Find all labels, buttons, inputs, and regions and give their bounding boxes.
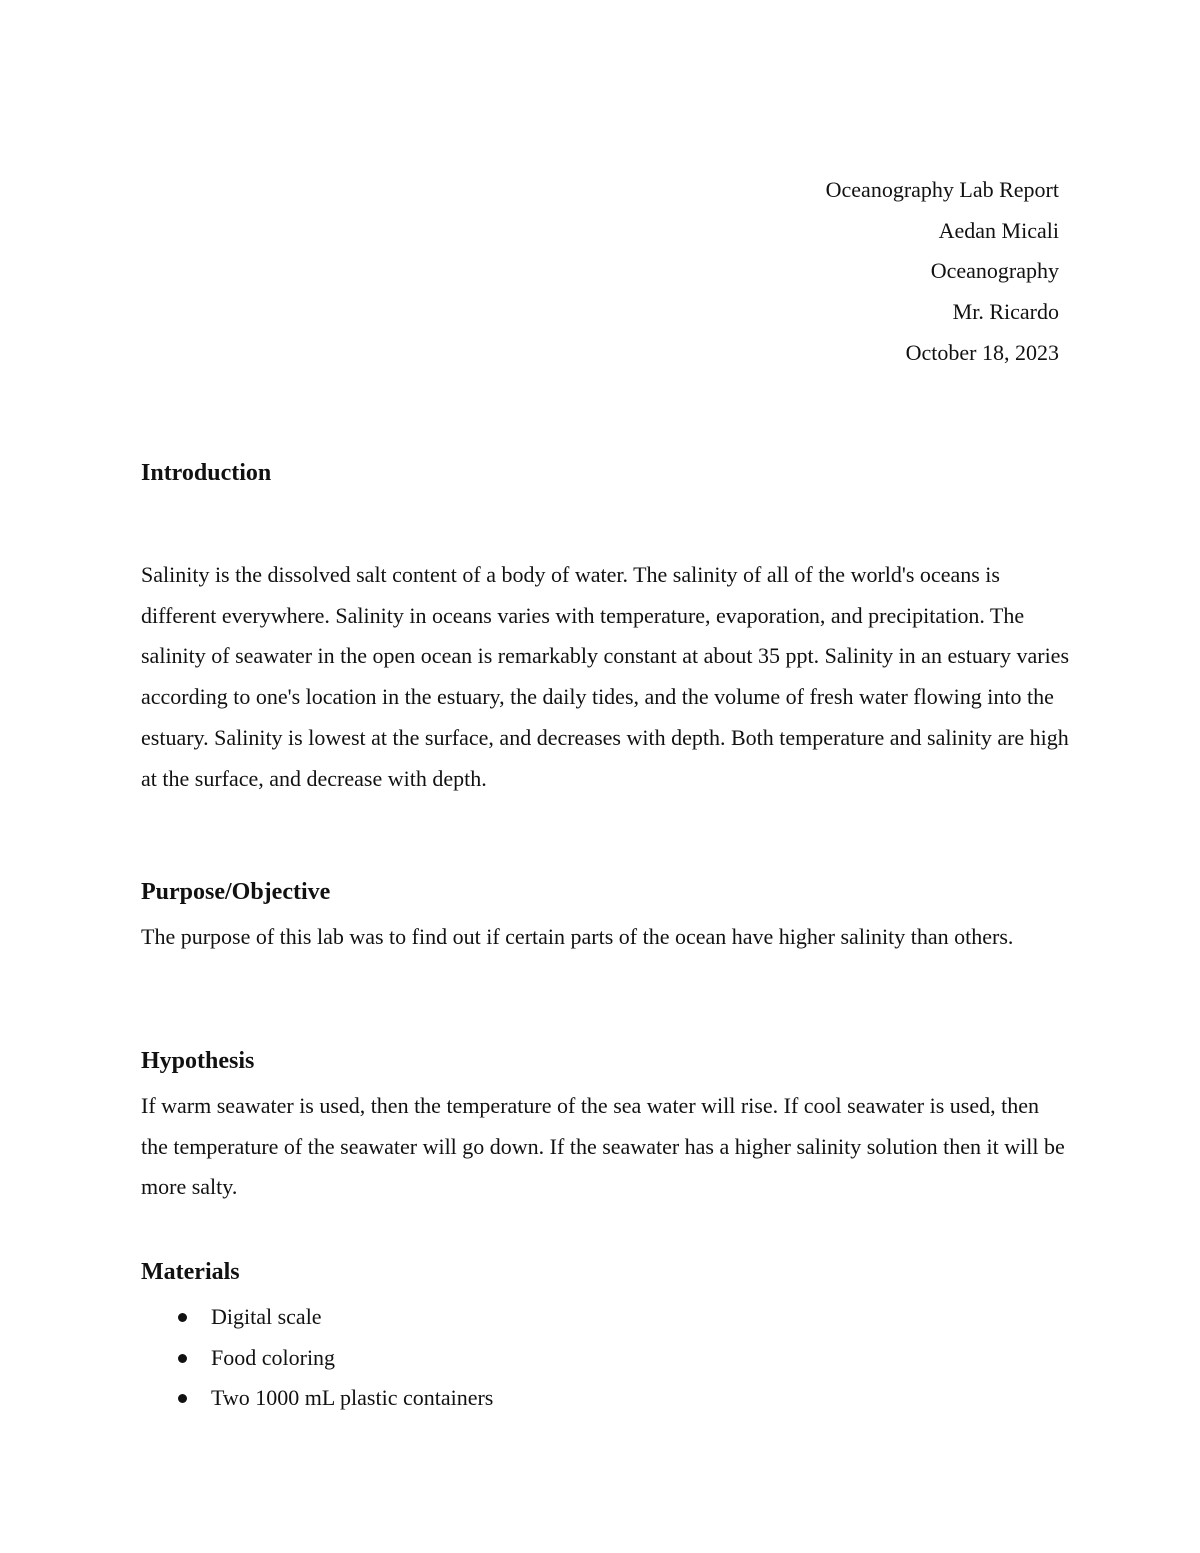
hypothesis-body: If warm seawater is used, then the temperature of the sea water will rise. If cool seawater is used, then the temperature of the seawater will go down. If the seawater has a higher salinity solution then it will be more salty. [141, 1093, 1065, 1200]
materials-list [141, 1297, 1071, 1419]
purpose-body: The purpose of this lab was to find out if certain parts of the ocean have higher salinity than others. [141, 924, 1014, 949]
list-item [141, 1378, 1071, 1419]
bullet-icon [178, 1394, 187, 1403]
introduction-section [141, 458, 1071, 799]
material-item-label: Two 1000 mL plastic containers [211, 1385, 494, 1411]
bullet-icon [178, 1313, 187, 1322]
purpose-heading: Purpose/Objective [141, 879, 331, 905]
introduction-heading: Introduction [141, 460, 272, 486]
report-date: October 18, 2023 [905, 339, 1059, 365]
purpose-section [141, 877, 1071, 958]
introduction-body: Salinity is the dissolved salt content of a body of water. The salinity of all of the world's oceans is different everywhere. Salinity in oceans varies with temperature, evaporation, and precipitation. The salinity of seawater in the open ocean is remarkably constant at about 35 ppt. Salinity in an estuary varies according to one's location in the estuary, the daily tides, and the volume of fresh water flowing into the estuary. Salinity is lowest at the surface, and decreases with depth. Both temperature and salinity are high at the surface, and decrease with depth. [141, 562, 1070, 791]
teacher-name: Mr. Ricardo [952, 299, 1059, 325]
hypothesis-section [141, 1046, 1071, 1208]
author-name: Aedan Micali [938, 217, 1059, 243]
report-title: Oceanography Lab Report [825, 177, 1059, 202]
materials-heading: Materials [141, 1259, 240, 1285]
bullet-icon [178, 1354, 187, 1363]
report-header [826, 170, 1059, 374]
hypothesis-heading: Hypothesis [141, 1048, 255, 1074]
course-name: Oceanography [930, 258, 1059, 284]
list-item [141, 1297, 1071, 1338]
materials-section [141, 1257, 1071, 1419]
material-item-label: Digital scale [211, 1304, 322, 1329]
list-item [141, 1338, 1071, 1379]
material-item-label: Food coloring [211, 1344, 336, 1370]
